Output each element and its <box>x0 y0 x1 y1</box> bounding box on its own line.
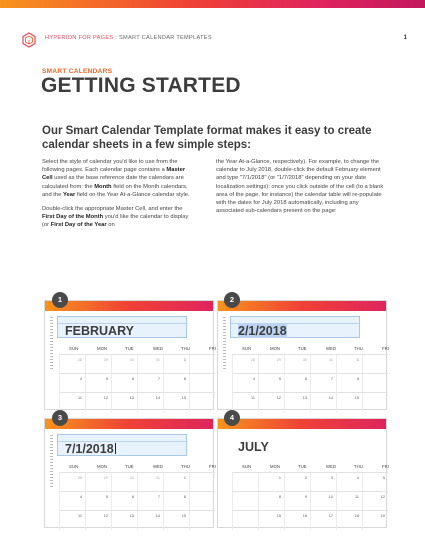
calendar-day-cell <box>85 492 111 511</box>
day-number: 8 <box>278 495 281 499</box>
day-number: 30 <box>129 476 134 480</box>
day-number: 4 <box>79 377 82 381</box>
calendar-day-cell <box>232 473 258 492</box>
day-number: 30 <box>302 358 307 362</box>
calendar-week-row <box>59 392 215 411</box>
weekday-label: THU <box>354 464 363 469</box>
calendar-day-cell <box>284 492 310 511</box>
calendar-day-cell <box>85 511 111 530</box>
weekday-label: FRI <box>382 464 389 469</box>
day-number: 13 <box>129 514 134 518</box>
page-number: 1 <box>403 35 407 41</box>
calendar-day-cell <box>310 374 336 393</box>
day-number: 4 <box>79 495 82 499</box>
calendar-day-cell <box>163 374 189 393</box>
calendar-day-cell <box>137 473 163 492</box>
month-cell-value: FEBRUARY <box>65 324 134 338</box>
step-number-badge: 3 <box>52 410 68 426</box>
day-number: 6 <box>131 377 134 381</box>
calendar-day-cell <box>111 473 137 492</box>
day-number: 11 <box>78 514 82 518</box>
step-panel-3 <box>44 418 214 528</box>
calendar-day-cell <box>258 473 284 492</box>
day-number: 7 <box>330 377 333 381</box>
day-number: 8 <box>183 377 186 381</box>
calendar-day-cell <box>111 374 137 393</box>
calendar-day-cell <box>258 511 284 530</box>
day-number: 4 <box>252 377 255 381</box>
day-number: 28 <box>250 358 255 362</box>
calendar-day-cell <box>189 355 215 374</box>
weekday-label: SUN <box>69 464 79 469</box>
calendar-day-cell <box>336 393 362 412</box>
weekday-header <box>59 346 215 354</box>
day-number: 1 <box>183 358 186 362</box>
day-number: 7 <box>157 495 160 499</box>
month-cell-value: JULY <box>238 440 269 454</box>
calendar-day-cell <box>59 374 85 393</box>
calendar-day-cell <box>85 473 111 492</box>
weekday-label: SUN <box>242 346 252 351</box>
day-number: 9 <box>304 495 307 499</box>
panel-gradient-bar <box>218 301 386 311</box>
vertical-ruler <box>223 317 226 407</box>
vertical-ruler <box>50 317 53 407</box>
calendar-day-cell <box>362 492 388 511</box>
calendar-day-cell <box>59 473 85 492</box>
month-cell-text[interactable] <box>65 324 134 338</box>
calendar-day-cell <box>59 492 85 511</box>
calendar-day-cell <box>310 473 336 492</box>
month-cell-value: 7/1/2018 <box>65 442 114 456</box>
calendar-day-cell <box>284 473 310 492</box>
weekday-label: THU <box>181 464 190 469</box>
day-number: 19 <box>380 514 385 518</box>
calendar-week-row <box>232 373 388 392</box>
step-panel-1 <box>44 300 214 410</box>
calendar-day-cell <box>189 511 215 530</box>
day-number: 6 <box>304 377 307 381</box>
calendar-week-row <box>232 392 388 411</box>
calendar-day-cell <box>310 511 336 530</box>
weekday-label: WED <box>153 464 164 469</box>
page-title: GETTING STARTED <box>41 74 241 97</box>
panel-gradient-bar <box>45 419 213 429</box>
calendar-day-cell <box>258 393 284 412</box>
day-number: 15 <box>181 396 186 400</box>
day-number: 4 <box>356 476 359 480</box>
day-number: 29 <box>103 358 108 362</box>
calendar-day-cell <box>232 492 258 511</box>
weekday-label: TUE <box>298 464 307 469</box>
day-number: 5 <box>105 377 108 381</box>
calendar-day-cell <box>163 511 189 530</box>
weekday-label: TUE <box>125 464 134 469</box>
day-number: 16 <box>302 514 307 518</box>
hyperion-cube-icon <box>22 32 36 48</box>
day-number: 13 <box>129 396 134 400</box>
calendar-grid <box>232 472 388 529</box>
day-number: 6 <box>131 495 134 499</box>
calendar-day-cell <box>284 355 310 374</box>
day-number: 10 <box>328 495 333 499</box>
panel-gradient-bar <box>45 301 213 311</box>
day-number: 14 <box>328 396 333 400</box>
weekday-label: SUN <box>69 346 79 351</box>
intro-paragraph-2: Double-click the appropriate Master Cell, and enter the First Day of the Month you'd like the calendar to display (or First Day of the Year on <box>42 206 189 229</box>
vertical-ruler <box>50 435 53 525</box>
day-number: 31 <box>155 476 160 480</box>
calendar-week-row <box>59 472 215 491</box>
day-number: 14 <box>155 396 160 400</box>
step-number-badge: 4 <box>224 410 240 426</box>
calendar-day-cell <box>362 473 388 492</box>
calendar-day-cell <box>59 355 85 374</box>
calendar-day-cell <box>336 374 362 393</box>
weekday-label: TUE <box>298 346 307 351</box>
calendar-day-cell <box>189 492 215 511</box>
day-number: 15 <box>181 514 186 518</box>
weekday-header <box>232 464 388 472</box>
day-number: 8 <box>356 377 359 381</box>
page-header <box>22 32 407 48</box>
day-number: 5 <box>278 377 281 381</box>
calendar-day-cell <box>137 355 163 374</box>
day-number: 15 <box>276 514 281 518</box>
step-panel-4 <box>217 418 387 528</box>
calendar-week-row <box>59 491 215 510</box>
calendar-day-cell <box>310 393 336 412</box>
calendar-day-cell <box>111 492 137 511</box>
month-cell-value: 2/1/2018 <box>238 324 287 338</box>
calendar-day-cell <box>85 393 111 412</box>
calendar-day-cell <box>362 511 388 530</box>
calendar-day-cell <box>232 393 258 412</box>
calendar-week-row <box>59 373 215 392</box>
day-number: 30 <box>129 358 134 362</box>
calendar-day-cell <box>232 355 258 374</box>
calendar-day-cell <box>189 374 215 393</box>
calendar-grid <box>232 354 388 411</box>
day-number: 28 <box>77 476 82 480</box>
calendar-day-cell <box>336 473 362 492</box>
brand-accent: HYPERION FOR PAGES <box>45 35 114 41</box>
day-number: 8 <box>183 495 186 499</box>
calendar-day-cell <box>137 511 163 530</box>
calendar-day-cell <box>232 511 258 530</box>
calendar-day-cell <box>85 374 111 393</box>
calendar-day-cell <box>336 511 362 530</box>
section-label: SMART CALENDARS <box>42 68 113 75</box>
calendar-day-cell <box>111 355 137 374</box>
step-number-badge: 2 <box>224 292 240 308</box>
calendar-day-cell <box>284 393 310 412</box>
day-number: 28 <box>77 358 82 362</box>
calendar-day-cell <box>189 393 215 412</box>
day-number: 18 <box>354 514 359 518</box>
weekday-label: WED <box>326 464 337 469</box>
day-number: 5 <box>382 476 385 480</box>
calendar-day-cell <box>163 393 189 412</box>
brand-subtitle: : SMART CALENDAR TEMPLATES <box>113 35 212 41</box>
intro-paragraph-1: Select the style of calendar you'd like to use from the following pages. Each calendar page contains a Master Cell used as the base reference date the calendars are calculated from: the Month field on the Month calendars, and the Year field on the Year At-a-Glance calendar style. <box>42 159 190 198</box>
day-number: 29 <box>103 476 108 480</box>
month-cell-text <box>238 440 269 454</box>
calendar-day-cell <box>59 511 85 530</box>
calendar-day-cell <box>336 355 362 374</box>
weekday-label: FRI <box>209 464 216 469</box>
panel-gradient-bar <box>218 419 386 429</box>
calendar-day-cell <box>310 355 336 374</box>
calendar-day-cell <box>111 393 137 412</box>
step-number-badge: 1 <box>52 292 68 308</box>
weekday-label: MON <box>97 464 108 469</box>
calendar-day-cell <box>137 492 163 511</box>
weekday-label: FRI <box>382 346 389 351</box>
day-number: 12 <box>276 396 281 400</box>
calendar-day-cell <box>163 355 189 374</box>
calendar-day-cell <box>189 473 215 492</box>
calendar-day-cell <box>336 492 362 511</box>
calendar-day-cell <box>284 374 310 393</box>
day-number: 11 <box>355 495 359 499</box>
intro-column-right <box>216 158 386 221</box>
calendar-grid <box>59 472 215 529</box>
calendar-week-row <box>232 491 388 510</box>
calendar-week-row <box>232 354 388 373</box>
day-number: 29 <box>276 358 281 362</box>
weekday-label: TUE <box>125 346 134 351</box>
weekday-label: WED <box>153 346 164 351</box>
day-number: 3 <box>330 476 333 480</box>
step-panel-2 <box>217 300 387 410</box>
day-number: 11 <box>251 396 255 400</box>
weekday-header <box>59 464 215 472</box>
month-cell-text[interactable] <box>238 324 287 338</box>
calendar-day-cell <box>284 511 310 530</box>
calendar-week-row <box>232 472 388 491</box>
weekday-label: FRI <box>209 346 216 351</box>
calendar-day-cell <box>85 355 111 374</box>
day-number: 13 <box>302 396 307 400</box>
calendar-day-cell <box>232 374 258 393</box>
day-number: 11 <box>78 396 82 400</box>
calendar-day-cell <box>258 355 284 374</box>
day-number: 7 <box>157 377 160 381</box>
day-number: 17 <box>328 514 333 518</box>
day-number: 12 <box>380 495 385 499</box>
calendar-day-cell <box>59 393 85 412</box>
weekday-label: THU <box>181 346 190 351</box>
calendar-day-cell <box>258 492 284 511</box>
calendar-week-row <box>59 354 215 373</box>
weekday-header <box>232 346 388 354</box>
day-number: 12 <box>103 396 108 400</box>
weekday-label: WED <box>326 346 337 351</box>
subheading: Our Smart Calendar Template format makes it easy to create calendar sheets in a few simple steps: <box>42 125 372 151</box>
day-number: 31 <box>328 358 333 362</box>
month-cell-text[interactable] <box>65 442 116 456</box>
day-number: 1 <box>183 476 186 480</box>
day-number: 5 <box>105 495 108 499</box>
calendar-day-cell <box>163 473 189 492</box>
day-number: 14 <box>155 514 160 518</box>
top-gradient-bar <box>0 0 425 8</box>
weekday-label: THU <box>354 346 363 351</box>
brand-title <box>45 35 212 41</box>
weekday-label: MON <box>97 346 108 351</box>
calendar-day-cell <box>362 393 388 412</box>
day-number: 2 <box>304 476 307 480</box>
calendar-day-cell <box>111 511 137 530</box>
calendar-week-row <box>232 510 388 529</box>
day-number: 1 <box>356 358 359 362</box>
calendar-day-cell <box>310 492 336 511</box>
day-number: 15 <box>354 396 359 400</box>
day-number: 12 <box>103 514 108 518</box>
calendar-week-row <box>59 510 215 529</box>
intro-paragraph-3: the Year At-a-Glance, respectively). For example, to change the calendar to July 2018, double-click the default February element and type "7/1/2018" (or "1/7/2018" depending on your date localization settings): once you click outside of the cell (to a blank area of the page, for instance) the calendar table will re-populate with the dates for July 2018 automatically, including any associated sub-calendars present on the page: <box>216 159 384 215</box>
weekday-label: MON <box>270 346 281 351</box>
calendar-day-cell <box>163 492 189 511</box>
weekday-label: SUN <box>242 464 252 469</box>
day-number: 1 <box>278 476 281 480</box>
intro-column-left <box>42 158 192 236</box>
calendar-day-cell <box>362 374 388 393</box>
calendar-day-cell <box>137 393 163 412</box>
calendar-day-cell <box>362 355 388 374</box>
calendar-day-cell <box>258 374 284 393</box>
day-number: 31 <box>155 358 160 362</box>
calendar-day-cell <box>137 374 163 393</box>
weekday-label: MON <box>270 464 281 469</box>
calendar-grid <box>59 354 215 411</box>
